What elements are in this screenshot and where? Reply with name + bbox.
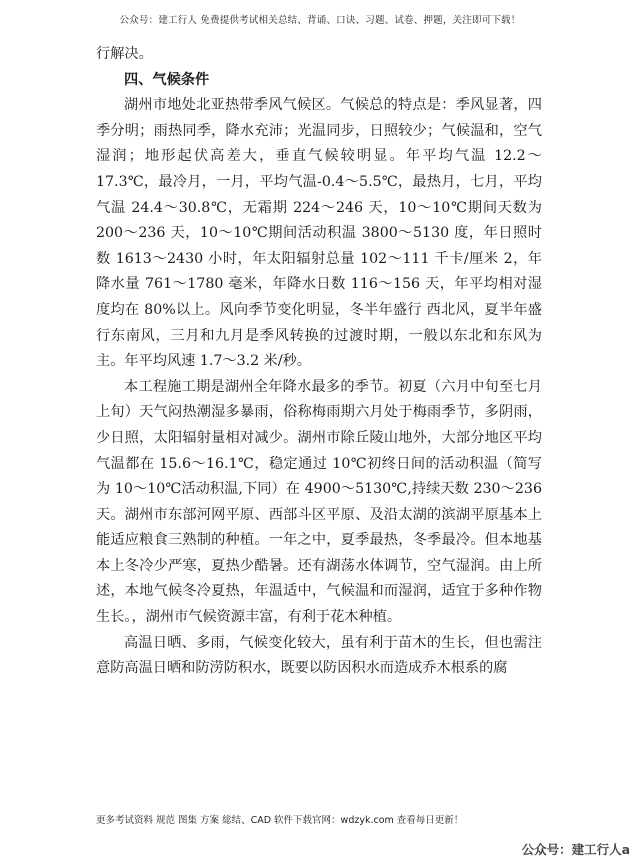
footer-banner: 更多考试资料 规范 图集 方案 総结、CAD 软件下载官网：wdzyk.com 查看每日更新！ [96,815,464,826]
paragraph-precautions: 高温日晒、多雨，气候变化较大，虽有利于苗木的生长，但也需注意防高温日晒和防涝防积水，既要以防因积水而造成乔木根系的腐 [96,634,542,677]
section-title: 四、气候条件 [124,71,210,88]
paragraph-climate: 湖州市地处北亚热带季风气候区。气候总的特点是：季风显著，四季分明；雨热同季，降水充沛；光温同步，日照较少；气候温和，空气湿润；地形起伏高差大，垂直气候较明显。年平均气温 12.2～17.3℃，最冷月，一月，平均气温-0.4～5.5℃，最热月，七月，平均气温 24.4～30.8℃，无霜期 224～246 天，10～10℃期间天数为 200～236 天，10～10℃期间活动积温 3800～5130 度，年日照时数 1613～2430 小时，年太阳辐射总量 102～111 千卡/厘米 2，年降水量 761～1780 毫米，年降水日数 116～156 天，年平均相对湿度均在 80%以上。风向季节变化明显，冬半年盛行 西北风，夏半年盛行东南风，三月和九月是季风转换的过渡时期，一般以东北和东风为主。年平均风速 1.7～3.2 米/秒。 [96,97,542,370]
document-body [96,42,542,682]
carryover-line: 行解决。 [96,46,153,62]
watermark: 公众号：建工行人a [521,842,630,857]
header-banner: 公众号：建工行人 免费提供考试相关总结、背诵、口诀、习题、试卷、押题，关注即可下载！ [119,15,521,26]
paragraph-construction-period: 本工程施工期是湖州全年降水最多的季节。初夏（六月中旬至七月上旬）天气闷热潮湿多暴雨，俗称梅雨期六月处于梅雨季节，多阴雨，少日照，太阳辐射量相对减少。湖州市除丘陵山地外，大部分地区平均气温都在 15.6～16.1℃，稳定通过 10℃初终日间的活动积温（简写为 10～10℃活动积温,下同）在 4900～5130℃,持续天数 230～236 天。湖州市东部河网平原、西部斗区平原、及沿太湖的滨湖平原基本上能适应粮食三熟制的种植。一年之中，夏季最热，冬季最冷。但本地基本上冬冷少严寒，夏热少酷暑。还有湖荡水体调节，空气湿润。由上所述，本地气候冬冷夏热，年温适中，气候温和而湿润，适宜于多种作物生长。，湖州市气候资源丰富，有利于花木种植。 [96,378,542,626]
